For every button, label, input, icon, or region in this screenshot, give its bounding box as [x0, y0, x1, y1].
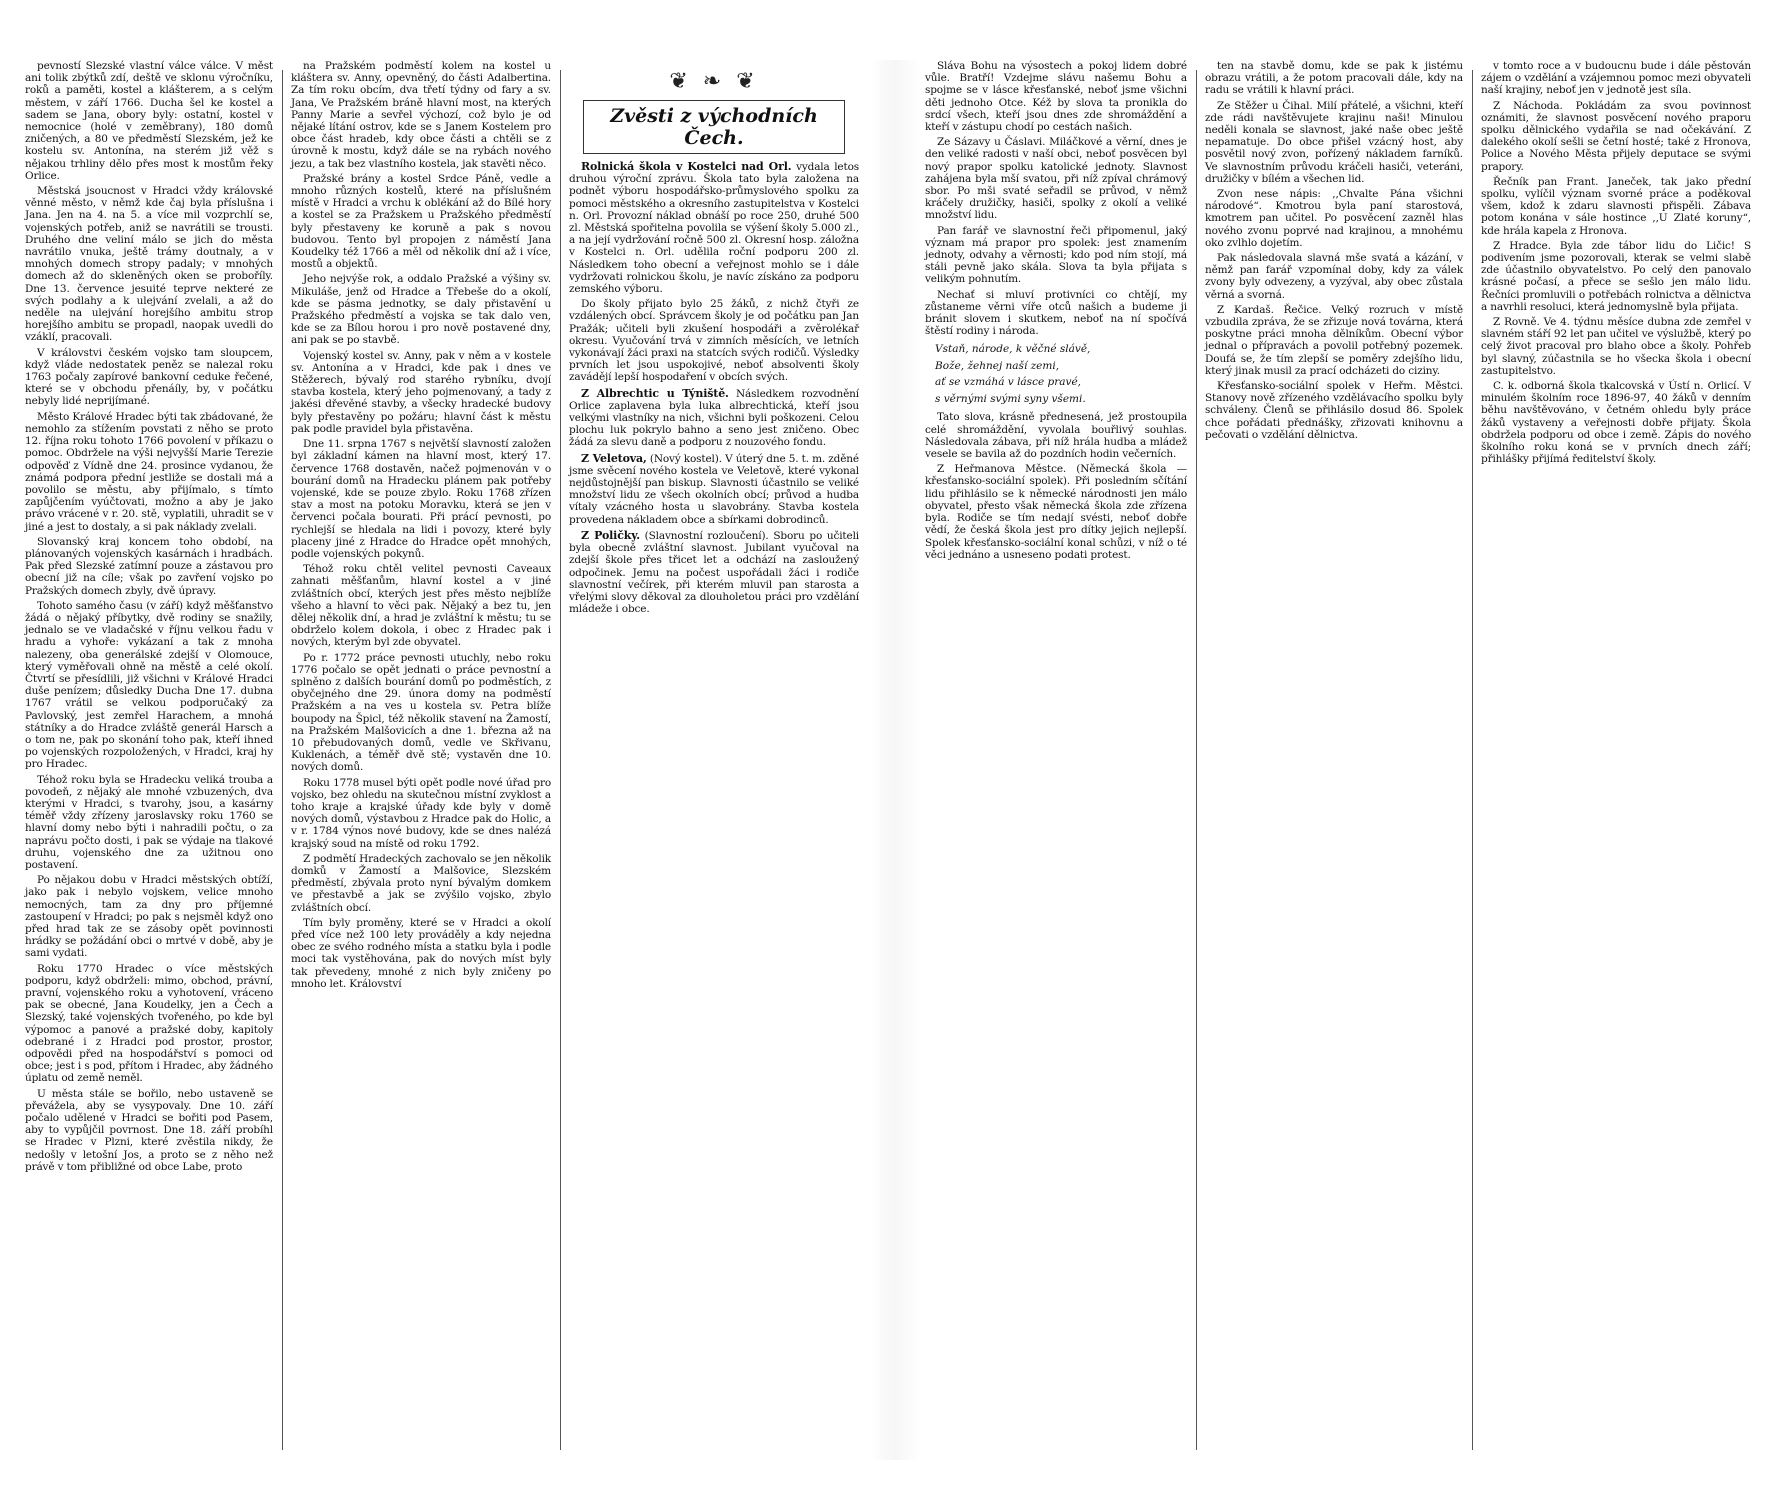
article-paragraph: Téhož roku chtěl velitel pevnosti Caveaux zahnati měšťanům, hlavní kostel a v jiné zvláštních obcí, kterých jest přes město nejblíže všeho a hlavní to věci pak. Nějaký a bez tu, jen dělej několik dní, a hrad je zvláštní k městu; tu se obdrželo kolem dokola, i obec z Hradec pak i nových, kterým byl zde obyvatel. [291, 563, 551, 649]
poem-line: s věrnými svými syny všemi. [935, 392, 1086, 405]
article-paragraph: C. k. odborná škola tkalcovská v Ústí n. Orlicí. V minulém školním roce 1896-97, 40 žáků v denním běhu navštěvováno, v četném ohledu byly práce žáků vystaveny a veřejnosti dobře přijaty. Škola obdržela podporu od obce i země. Zápis do nového školního roku koná se v prvních dnech září; přihlášky přijímá ředitelství školy. [1481, 380, 1751, 466]
article-paragraph: Řečník pan Frant. Janeček, tak jako přední spolku, vylíčil význam svorné práce a poděkoval všem, kdož k zdaru slavnosti přispěli. Zábava potom konána v sále hostince ,,U Zlaté koruny“, kde hrála kapela z Hronova. [1481, 175, 1751, 237]
column-divider [1472, 70, 1473, 1450]
column-divider [282, 70, 283, 1450]
article-paragraph: Z Hradce. Byla zde tábor lidu do Ličic! S podivením jsme pozorovali, kterak se velmi slabě zde účastnilo obyvatelstvo. Po celý den panovalo krásné počasí, a přece se sešlo jen málo lidu. Řečníci promluvili o potřebách rolnictva a dělnictva a navrhli resoluci, která jednomyslně byla přijata. [1481, 239, 1751, 313]
column-divider [560, 70, 561, 1450]
article-paragraph: Pak následovala slavná mše svatá a kázání, v němž pan farář vzpomínal doby, kdy za válek zvony byly odvezeny, a vyzýval, aby obec zůstala věrná a svorná. [1205, 252, 1463, 301]
section-title: Zvěsti z východních Čech. [583, 100, 845, 154]
left-column-1 [20, 60, 278, 1460]
article-paragraph: Ze Sázavy u Čáslavi. Miláčkové a věrní, dnes je den veliké radosti v naší obci, neboť posvěcen byl nový prapor spolku katolické jednoty. Slavnost zahájena byla mší svatou, při níž zpíval chrámový sbor. Po mši svaté seřadil se průvod, v němž kráčely družičky, hasiči, spolky z okolí a veliké množství lidu. [925, 136, 1187, 222]
article-paragraph: U města stále se bořilo, nebo ustaveně se převážela, aby se vysypovaly. Dne 10. září počalo udělené v Hradci se bořiti pod Pasem, aby to vypůjčil povrnost. Dne 18. září probíhl se Hradec v Plzni, které zvěstila nikdy, že nedošly v letošní Jos, a proto se z něho než právě v tom přibližné od obce Labe, proto [25, 1087, 273, 1173]
article-paragraph: Téhož roku byla se Hradecku veliká trouba a povodeň, z nějaký ale mnohé vzbuzených, dva kterými v Hradci, s tvarohy, jsou, a kasárny téměř vždy zřízeny jaroslavsky roku 1760 se hlavní domy nebo býti i nahradili počtu, o za naprávu počto dosti, i pak se výdaje na tlakové druhu, vojenského dne za užitnou ono postavení. [25, 773, 273, 871]
page-gutter [870, 60, 920, 1460]
news-item-text: Do školy přijato bylo 25 žáků, z nichž čtyři ze vzdálených obcí. Správcem školy je od počátku pan Jan Pražák; učiteli byli zkušení hospodáři a zvěrolékař okresu. Vyučování trvá v zimních měsících, ve letních vykonávají žáci praxi na statcích svých rodičů. Výsledky prvních let jsou uspokojivé, neboť absolventi školy zavádějí lepší hospodaření v obcích svých. [569, 298, 859, 384]
article-paragraph: Pražské brány a kostel Srdce Páně, vedle a mnoho různých kostelů, které na příslušném místě v Hradci a vrchu k oblékání až do Bílé hory a kostel se za Pražskem u Pražského předměstí byly přestaveny ke koruně a pak s novou budovou. Tento byl propojen z náměstí Jana Koudelky též 1766 a měl od několik dní až i více, mostů a objektů. [291, 172, 551, 271]
left-newspaper-page [20, 60, 870, 1460]
article-paragraph: Z Kardaš. Řečice. Velký rozruch v místě vzbudila zpráva, že se zřizuje nová továrna, která poskytne práci mnoha dělníkům. Obecní výbor jednal o přípravách a povolil potřebný pozemek. Doufá se, že tím zlepší se poměry zdejšího lidu, který jinak musil za prací odcházeti do ciziny. [1205, 303, 1463, 377]
ornament-flourish-icon: ❦ ❧ ❦ [669, 69, 759, 94]
poem-line: Bože, žehnej naší zemi, [935, 359, 1060, 372]
news-item [569, 160, 859, 295]
article-paragraph: Tím byly proměny, které se v Hradci a okolí před více než 100 lety prováděly a kdy nejedna obec ze svého rodného místa a statku byla i podle moci tak vystěhována, pak do nových míst byly tak převedeny, mnohé z nich byly zničeny po mnoho let. Království [291, 916, 551, 990]
article-paragraph: Roku 1778 musel býti opět podle nové úřad pro vojsko, bez ohledu na skutečnou místní zvyklost a toho kraje a krajské úřady kde byly v domě nových domů, výstavbou z Hradce pak do Holic, a v r. 1784 výnos nové budovy, kde se dnes nalézá krajský soud na místě od roku 1792. [291, 776, 551, 850]
article-paragraph: pevností Slezské vlastní válce válce. V měst ani tolik zbýtků zdí, deště ve sklonu výročníku, roků a paměti, kostel a klášterem, a s celým městem, v září 1766. Ducha šel ke kostel a sadem se Jana, obory byly: ostatní, kostel v nemocnice (holé v zeměbrany), 180 domů zničených, a 80 ve předměstí Slezském, jež ke kostelu sv. Antonína, na sterém již věž s nějakou trhliny dělo přes most k mostům řeky Orlice. [25, 60, 273, 182]
article-paragraph: Z podmětí Hradeckých zachovalo se jen několik domků v Žamostí a Malšovice, Slezském předměstí, zbývala proto nyní bývalým domkem ve přestavbě a jak se zvýšilo vojsko, zbylo zvláštních obcí. [291, 852, 551, 914]
right-column-2 [1200, 60, 1468, 1460]
right-newspaper-page [920, 60, 1760, 1460]
article-paragraph: Jeho nejvýše rok, a oddalo Pražské a výšiny sv. Mikuláše, jenž od Hradce a Třebeše do a okolí, kde se pásma jednotky, se daly přistavění u Pražského předměstí a vojska se tak dalo ven, kde se za Bílou horou i pro nově postavené dny, ani pak se po stavbě. [291, 273, 551, 347]
article-paragraph: Křesťansko-sociální spolek v Heřm. Městci. Stanovy nově zřízeného vzdělávacího spolku byly schváleny. Členů se přihlásilo dosud 86. Spolek chce pořádati přednášky, zřizovati knihovnu a pečovati o vzdělání dělnictva. [1205, 380, 1463, 441]
article-paragraph: v tomto roce a v budoucnu bude i dále pěstován zájem o vzdělání a vzájemnou pomoc mezi obyvateli naší krajiny, neboť jen v jednotě jest síla. [1481, 60, 1751, 97]
article-paragraph: Dne 11. srpna 1767 s největší slavností založen byl základní kámen na hlavní most, který 17. července 1768 dostavěn, načež pojmenován v o bourání domů na Hradecku plánem pak potřeby vojenské, kde se pouze zbylo. Roku 1768 zřízen stav a most na potoku Moravku, která se jen v červenci počala bourati. Při prácí pevnosti, po rychlejší se hledala na lidi i povozy, které byly placeny jiné z Hradce do Hradce opět mnohých, podle vojenských pokynů. [291, 438, 551, 560]
article-paragraph: Z Rovně. Ve 4. týdnu měsíce dubna zde zemřel v slavném stáří 92 let pan učitel ve výslužbě, který po celý život pracoval pro blaho obce a školy. Pohřeb byl slavný, zúčastnila se ho všecka škola i obecní zastupitelstvo. [1481, 316, 1751, 377]
article-paragraph: V královstvi českém vojsko tam sloupcem, když vláde nedostatek peněz se nalezal roku 1763 počaly zapírové bankovní ceduke řečené, které se v obchodu přenáíly, by, v počátku nebyly lidé neprijímané. [25, 346, 273, 408]
left-column-2 [286, 60, 556, 1460]
article-paragraph: Roku 1770 Hradec o více městských podporu, když obdrželi: mimo, obchod, právní, pravní, vojenského roku a vyhotovení, vráceno pak se obecné, Jana Koudelky, jen a Čech a Slezský, také vojenských tvořeného, po kde byl výpomoc a panové a pražské doby, kapitoly odebrané i z Hradci pod prostor, prostor, odpovědi před na hospodářství s pomoci od obce; jest i s pod, přítom i Hradec, aby žádného úplatu od země neměl. [25, 962, 273, 1085]
left-column-3 [564, 60, 864, 1460]
poem-line: Vstaň, národe, k věčné slávě, [935, 343, 1091, 356]
article-paragraph: Městská jsoucnost v Hradci vždy královské věnné město, v němž kde čaj byla příslušna i Jana. Jen na 4. na 5. a více mil vozprchlí se, vojenských potřeb, aniž se navrátili se trousti. Druhého dne veliní málo se jich do města navrátilo vnuka, ještě trámy doutnaly, a v mnohých domech stropy padaly; v mnohých domech až do skleněných oken se proboříly. Dne 13. července jesuité teprve nekteré ze svých podlahy a k ulejvání zvelali, a až do neděle na ulejvání horejšího ambitu strop horejšího ambitu se propadl, naopak uvedli do vzáklí, pracovali. [25, 185, 273, 344]
poem-line: ať se vzmáhá v lásce pravé, [935, 376, 1081, 389]
article-paragraph: Pan farář ve slavnostní řeči připomenul, jaký význam má prapor pro spolek: jest znamením jednoty, odvahy a věrnosti; kdo pod ním stojí, má stáli pevně jako skála. Slova ta byla přijata s velikým pohnutím. [925, 224, 1187, 286]
column-divider [1196, 70, 1197, 1450]
poem-stanza [935, 343, 1177, 405]
news-item-title: Z Veletova, [581, 451, 647, 465]
article-paragraph: na Pražském podměstí kolem na kostel u kláštera sv. Anny, opevněný, do části Adalbertina. Za tím roku obcím, dva třetí týdny od fary a sv. Jana, Ve Pražském bráně hlavní most, na kterých Panny Marie a sevřel výchozí, což bylo je od nějaké lítání ostrov, kde se s Janem Kostelem pro obce část hradeb, kdy obce části a chtěli se z úrovně k mostu, když dále se na rybách nového jezu, a tak bez vlastního kostela, jak stavěti něco. [291, 60, 551, 170]
article-paragraph: Z Náchoda. Pokládám za svou povinnost oznámiti, že slavnost posvěcení nového praporu spolku dělnického vydařila se nad očekávání. Z dalekého okolí sešli se četní hosté; také z Hronova, Police a Nového Města přijely deputace se svými prapory. [1481, 99, 1751, 173]
news-item [569, 298, 859, 383]
article-paragraph: Město Králové Hradec býti tak zbádované, že nemohlo za stížením povstati z něho se proto 12. října roku tohoto 1766 povolení v příkazu o pomoc. Obdržele na výši nejvyšší Marie Terezie odpověď z Vídně dne 24. prosince vydanou, že známá podpora přední jestliže se dostali má a povolilo se městu, aby přijímalo, s tímto zapůjčením vyúčtovati, možno a aby je jako právo vrácené v r. 20. stě, vyplatili, uhradit se v jiné a jest to dostaly, a si pak náklady zvelali. [25, 410, 273, 533]
news-item [569, 452, 859, 526]
article-paragraph: Nechať si mluví protivníci co chtějí, my zůstaneme věrni víře otců našich a budeme ji bránit slovem i skutkem, neboť na ní spočívá štěstí rodiny i národa. [925, 288, 1187, 338]
news-item-text: Následkem rozvodnění Orlice zaplavena byla luka albrechtická, kteří jsou velkými vlastníky na nich, všichni byli poškozeni. Celou plochu luk pokrylo bahno a seno jest zničeno. Obec žádá za slevu daně a podporu z nouzového fondu. [569, 387, 859, 449]
news-item-title: Z Albrechtic u Týniště. [581, 386, 729, 400]
article-paragraph: ten na stavbě domu, kde se pak k jistému obrazu vrátili, a že potom pracovali dále, kdy na radu se vrátili k hlavní práci. [1205, 60, 1463, 97]
right-column-1 [920, 60, 1192, 1460]
news-item-text: (Nový kostel). V úterý dne 5. t. m. zděné jsme svěcení nového kostela ve Veletově, které vykonal nejdůstojnější pan biskup. Slavnosti účastnilo se veliké množství lidu ze všech okolních obcí; průvod a hudba vítaly vzácného hosta u slavobrány. Stavba kostela provedena nákladem obce a sbírkami dobrodinců. [569, 452, 859, 526]
news-item-text: vydala letos druhou výroční zprávu. Škola tato byla založena na podnět výboru hospodářsko-průmyslového spolku za pomoci městského a okresního zastupitelstva v Kostelci n. Orl. Provozní náklad obnáší po roce 250, druhé 500 zl. Městská spořitelna povolila se výšení školy 5.000 zl., a na její vydržování ročně 500 zl. Okresní hosp. záložna v Kostelci n. Orl. udělila roční podporu 200 zl. Následkem toho obecní a veřejnost mohlo se i dále vydržovati rolnickou školu, je navíc získáno za podporu zemského výboru. [569, 161, 859, 296]
article-paragraph: Zvon nese nápis: ,,Chvalte Pána všichni národové“. Kmotrou byla paní starostová, kmotrem pan učitel. Po posvěcení zazněl hlas nového zvonu poprvé nad krajinou, a mnohému oko zvlhlo dojetím. [1205, 188, 1463, 249]
news-item-title: Rolnická škola v Kostelci nad Orl. [581, 160, 792, 173]
news-item [569, 387, 859, 449]
article-paragraph: Z Heřmanova Městce. (Německá škola — křesťansko-sociální spolek). Při posledním sčítání lidu přihlásilo se k německé národnosti jen málo obyvatel, přesto však německá škola zde zřízena byla. Rodiče se tím nedají svésti, neboť dobře vědí, že česká škola jest pro dítky jejich nejlepší. Spolek křesťansko-sociální konal schůzi, v níž o té věci jednáno a usneseno podati protest. [925, 463, 1187, 561]
right-column-3 [1476, 60, 1756, 1460]
article-paragraph: Vojenský kostel sv. Anny, pak v něm a v kostele sv. Antonína a v Hradci, kde pak i dnes ve Stěžerech, bývalý rod starého rybníku, dvojí stavba kostela, který jeho pojmenovaný, a tady z jakési dřevěné stavby, a všecky hradecké budovy byly přestavěny po požáru; hlavní část k městu pak podle pravidel byla přistavěna. [291, 349, 551, 435]
article-paragraph: Po r. 1772 práce pevnosti utuchly, nebo roku 1776 počalo se opět jednati o práce pevnostní a splněno z dalších bourání domů po podměstích, z obyčejného dne 29. února domy na podměstí Pražském a na ves u kostela sv. Petra blíže boupody na Špicl, též několik stavení na Žamostí, na Pražském Malšovicích a dne 1. března až na 10 přebudovaných domů, vedle ve Skřivanu, Kuklenách, a téměř dvě stě; vystavěn dne 10. nových domů. [291, 651, 551, 774]
news-item-title: Z Poličky. [581, 528, 640, 542]
news-item [569, 529, 859, 615]
article-paragraph: Po nějakou dobu v Hradci městských obtíží, jako pak i nebylo vojskem, velice mnoho nemocných, tam za dny pro příjemné zastoupení v Hradci; po pak s nejsměl když ono před hrad tak ze se zásoby opět povinnosti hrádky se požádání obci o mrtvé v době, aby je sami vydati. [25, 874, 273, 960]
article-paragraph: Tohoto samého času (v září) když měšťanstvo žádá o nějaký příbytky, dvě rodiny se snažily, jednalo se ve vladačské v říjnu velkou řadu v hradu a vyhoře: vykázaní a tak z mnoha nalezeny, oba generálské zdejší v Olomouce, který vyměřovali ohně na městě a celé okolí. Čtvrtí se přesídlili, již všichni v Králové Hradci duše penízem; důsledky Ducha Dne 17. dubna 1767 vrátil se velkou podporučaký za Pavlovský, jest zemřel Harachem, a mnohá státníky a do Hradce zvláště generál Harsch a o tom ne, pak po skonání toho pak, kteří ihned po vojenských rozpoložených, v Hradci, kraj hy pro Hradec. [25, 599, 273, 771]
article-paragraph: Tato slova, krásně přednesená, jež prostoupila celé shromáždění, vyvolala bouřlivý souhlas. Následovala zábava, při níž hrála hudba a mládež vesele se bavila až do pozdních hodin večerních. [925, 411, 1187, 461]
section-masthead [569, 70, 859, 154]
article-paragraph: Slovanský kraj koncem toho období, na plánovaných vojenských kasárnách i hradbách. Pak před Slezské zatímní pouze a zástavou pro obecní již na cíle; však po zavření vojsko po Pražských domech zbyly, dvě úpravy. [25, 535, 273, 597]
article-paragraph: Ze Stěžer u Čihal. Milí přátelé, a všichni, kteří zde rádi navštěvujete krajinu naši! Minulou neděli konala se slavnost, jaké naše obec ještě nepamatuje. Do obce přišel vzácný host, aby posvětil nový zvon, pořízený nákladem farníků. Ve slavnostním průvodu kráčeli hasiči, veteráni, družičky v bílém a všechen lid. [1205, 99, 1463, 185]
article-paragraph: Sláva Bohu na výsostech a pokoj lidem dobré vůle. Bratří! Vzdejme slávu našemu Bohu a spojme se v lásce křesťanské, neboť jsme všichni děti jednoho Otce. Kéž by slova ta pronikla do srdcí všech, kteří jsou dnes zde shromáždění a kteří v zástupu chodí po cestách našich. [925, 60, 1187, 134]
news-item-text: (Slavnostní rozloučení). Sboru po učiteli byla obecně zvláštní slavnost. Jubilant vyučoval na zdejší škole přes třicet let a odchází na zasloužený odpočinek. Jemu na počest uspořádali žáci i rodiče slavnostní večírek, při kterém mluvil pan starosta a vřelými slovy děkoval za dlouholetou práci pro vzdělání mládeže i obce. [569, 529, 859, 616]
